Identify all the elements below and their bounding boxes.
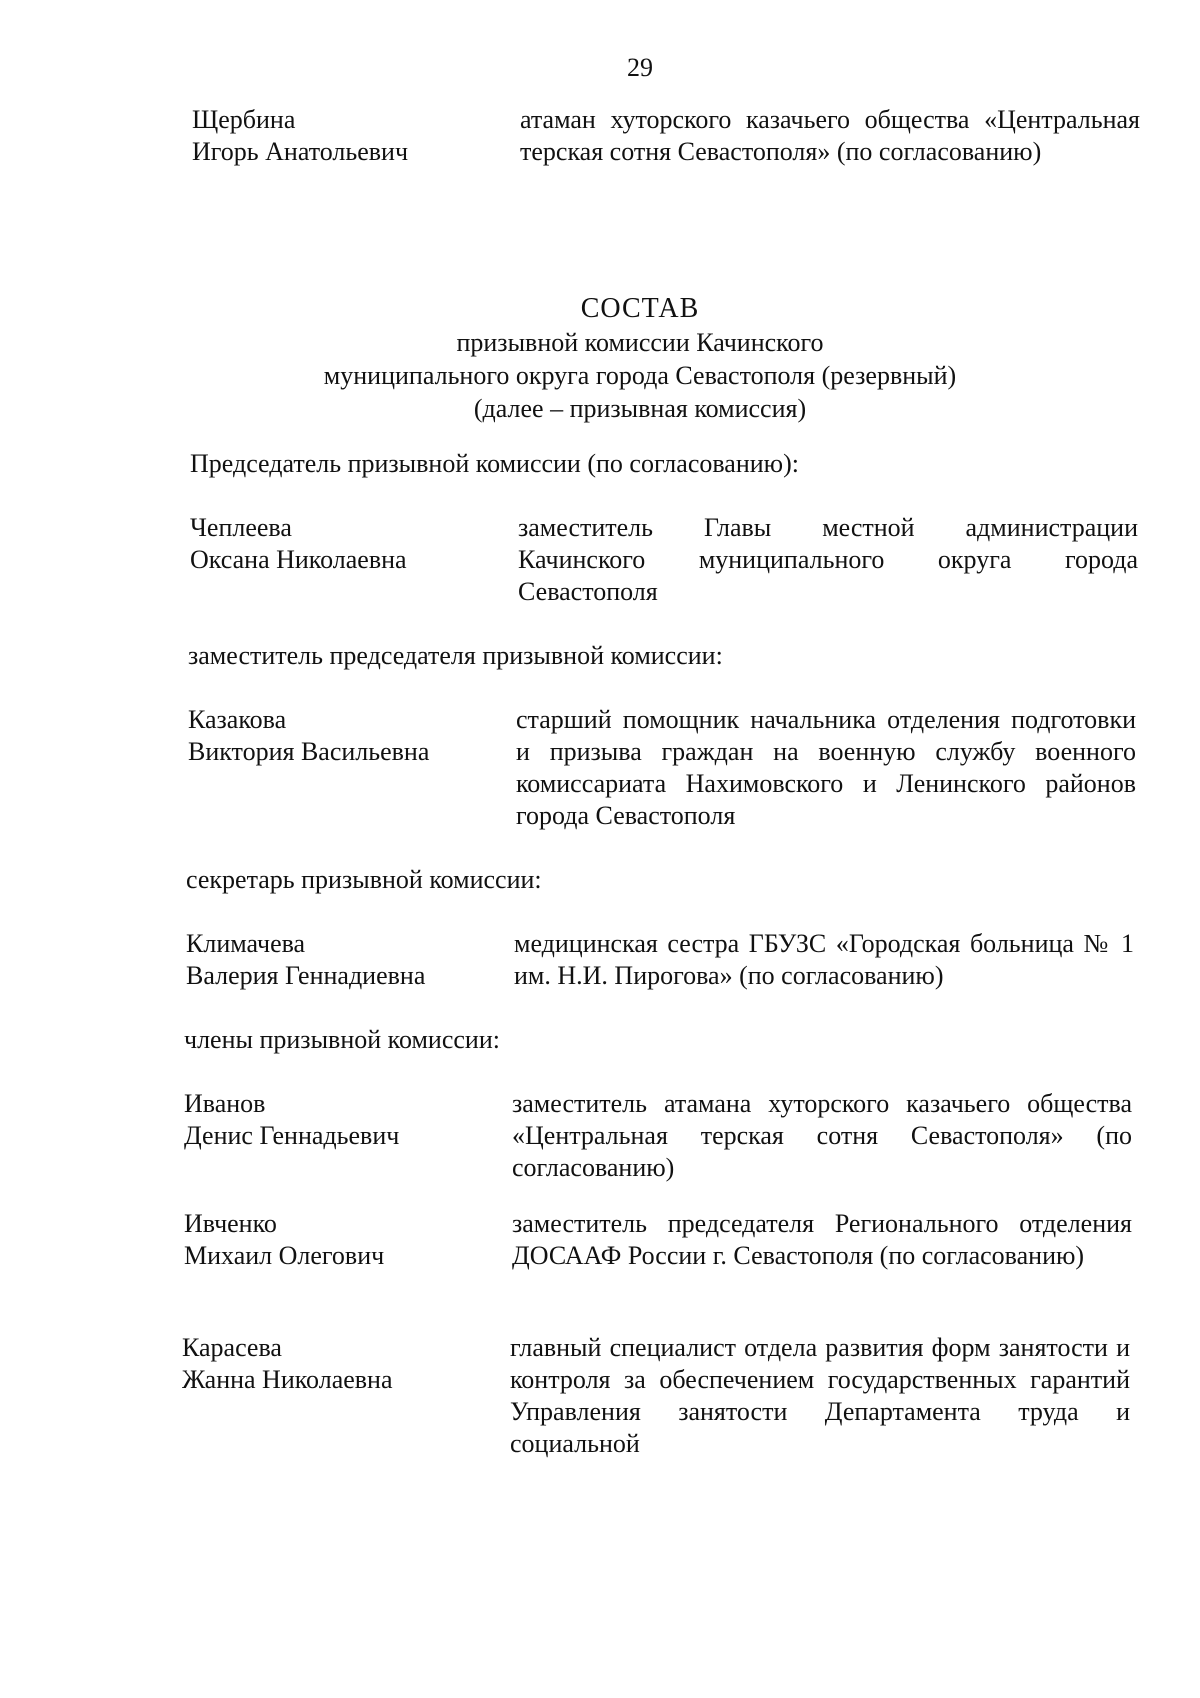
title-line-3: (далее – призывная комиссия) (473, 394, 807, 423)
member-entry (184, 1088, 1154, 1188)
chairman-entry (190, 512, 1160, 612)
member-entry (182, 1332, 1152, 1462)
deputy-heading: заместитель председателя призывной комиссии: (188, 641, 723, 670)
person-surname: Иванов (184, 1089, 266, 1118)
person-surname: Чеплеева (190, 513, 292, 542)
person-position: заместитель атамана хуторского казачьего общества «Центральная терская сотня Севастополя» (по согласованию) (512, 1089, 1132, 1182)
member-entry (184, 1208, 1154, 1308)
title-line-1: призывной комиссии Качинского (456, 328, 824, 357)
secretary-heading: секретарь призывной комиссии: (186, 865, 542, 894)
person-name (186, 928, 526, 992)
person-given-names: Валерия Геннадиевна (186, 961, 426, 990)
person-name (192, 104, 532, 168)
person-position: атаман хуторского казачьего общества «Центральная терская сотня Севастополя» (по согласованию) (520, 105, 1140, 166)
person-position: старший помощник начальника отделения подготовки и призыва граждан на военную службу военного комиссариата Нахимовского и Ленинского районов города Севастополя (516, 705, 1136, 830)
person-given-names: Денис Геннадьевич (184, 1121, 400, 1150)
person-given-names: Михаил Олегович (184, 1241, 385, 1270)
top-entry (192, 104, 1162, 204)
person-name (182, 1332, 522, 1396)
title-line-2: муниципального округа города Севастополя (резервный) (323, 361, 957, 390)
document-title (0, 292, 1200, 425)
person-given-names: Оксана Николаевна (190, 545, 407, 574)
person-position: заместитель Главы местной администрации Качинского муниципального округа города Севастополя (518, 513, 1138, 606)
person-name (188, 704, 528, 768)
secretary-entry (186, 928, 1156, 998)
title-main: СОСТАВ (580, 293, 700, 324)
person-surname: Карасева (182, 1333, 282, 1362)
person-surname: Ивченко (184, 1209, 277, 1238)
members-heading: члены призывной комиссии: (184, 1025, 500, 1054)
person-given-names: Жанна Николаевна (182, 1365, 393, 1394)
person-surname: Казакова (188, 705, 287, 734)
chairman-heading: Председатель призывной комиссии (по согласованию): (190, 449, 799, 478)
person-surname: Щербина (192, 105, 296, 134)
person-name (190, 512, 530, 576)
person-position: главный специалист отдела развития форм занятости и контроля за обеспечением государственных гарантий Управления занятости Департамента труда и социальной (510, 1333, 1130, 1458)
page-number: 29 (627, 53, 653, 82)
deputy-entry (188, 704, 1158, 834)
person-position: заместитель председателя Регионального отделения ДОСААФ России г. Севастополя (по согласованию) (512, 1209, 1132, 1270)
person-name (184, 1088, 524, 1152)
person-name (184, 1208, 524, 1272)
person-given-names: Виктория Васильевна (188, 737, 430, 766)
person-surname: Климачева (186, 929, 306, 958)
person-given-names: Игорь Анатольевич (192, 137, 409, 166)
person-position: медицинская сестра ГБУЗС «Городская больница № 1 им. Н.И. Пирогова» (по согласованию) (514, 929, 1134, 990)
